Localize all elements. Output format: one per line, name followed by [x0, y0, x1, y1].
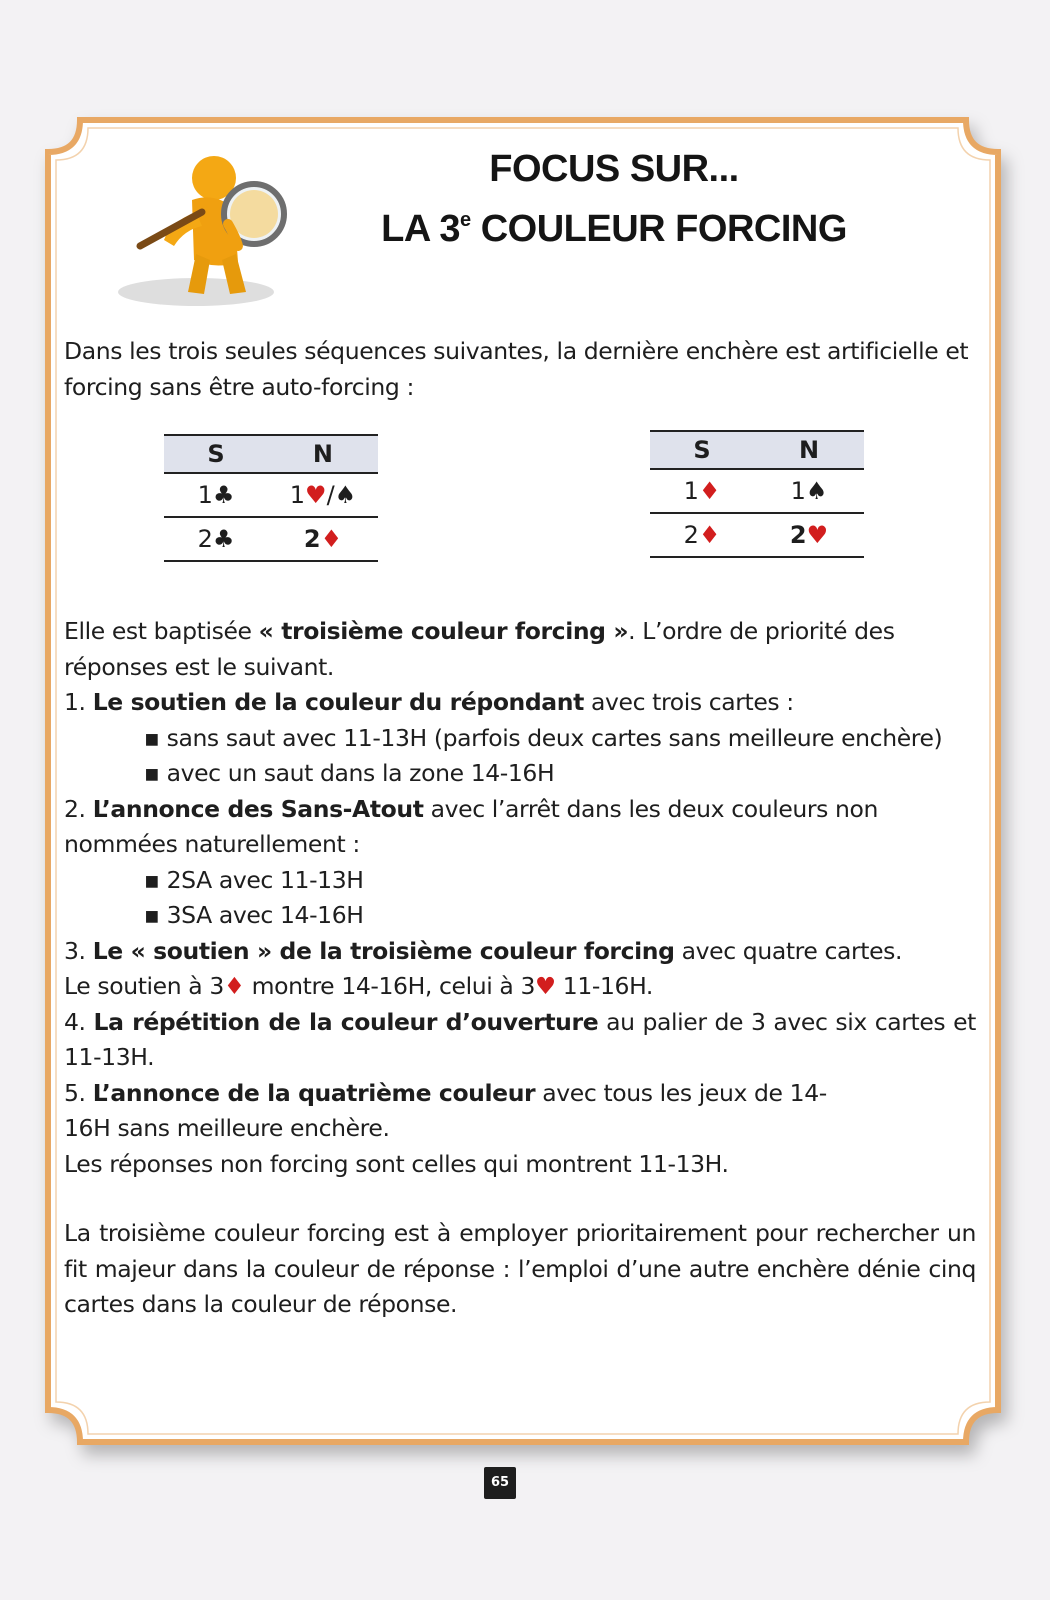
spade-icon: ♠ — [805, 477, 828, 505]
header-south: S — [164, 435, 268, 473]
bid-level: 1 — [790, 477, 806, 505]
bid-cell — [268, 517, 378, 561]
text-run: avec trois cartes : — [583, 688, 794, 716]
club-icon: ♣ — [212, 525, 235, 553]
bid-level: 1 — [683, 477, 699, 505]
item-number: 5. — [64, 1078, 93, 1107]
heart-icon: ♥ — [535, 972, 556, 1000]
diamond-icon: ♦ — [698, 477, 721, 505]
header-south: S — [650, 431, 754, 469]
diamond-icon: ♦ — [320, 525, 343, 553]
text-run: avec l’arrêt dans les deux couleurs non nommées naturellement : — [64, 794, 879, 858]
bid-level: 1 — [289, 481, 306, 509]
bid-cell — [754, 513, 864, 557]
heart-icon: ♥ — [806, 521, 829, 549]
table-row — [164, 517, 378, 561]
diamond-icon: ♦ — [223, 972, 245, 1000]
intro-text: Dans les trois seules séquences suivantes, la dernière enchère est artificielle et forcing sans être auto-forcing : — [64, 337, 969, 401]
bid-cell — [164, 517, 268, 561]
title-line-2 — [294, 195, 934, 255]
page-title — [294, 144, 934, 255]
header-north: N — [268, 435, 378, 473]
diamond-icon: ♦ — [698, 521, 721, 549]
bid-level: 2 — [303, 525, 321, 553]
title-part: LA 3 — [381, 208, 461, 250]
bid-cell — [650, 469, 754, 513]
bidding-table-right — [650, 430, 864, 558]
bullet-item: ▪ sans saut avec 11-13H (parfois deux cartes sans meilleure enchère) — [144, 723, 943, 752]
text-bold: Le soutien de la couleur du répondant — [92, 688, 584, 716]
nonforcing-text: Les réponses non forcing sont celles qui montrent 11-13H. — [64, 1149, 729, 1178]
bid-cell — [650, 513, 754, 557]
bid-cell — [164, 473, 268, 517]
title-part: COULEUR FORCING — [470, 208, 847, 250]
list-item-2 — [64, 792, 976, 863]
page-number: 65 — [484, 1467, 516, 1499]
item-number: 4. — [64, 1007, 94, 1036]
text-run: Le soutien à 3 — [64, 972, 224, 1000]
heart-icon: ♥ — [305, 481, 327, 509]
club-icon: ♣ — [212, 481, 235, 509]
bid-cell — [754, 469, 864, 513]
focus-content — [64, 140, 984, 1410]
paragraph-baptisee — [64, 614, 976, 685]
magnifier-mascot-icon — [104, 142, 304, 322]
table-row — [164, 473, 378, 517]
table-row — [650, 469, 864, 513]
title-line-1: FOCUS SUR... — [489, 148, 739, 190]
text-run: avec tous les jeux de 14-16H sans meilleure enchère. — [64, 1078, 827, 1142]
bullet-item: ▪ 3SA avec 14-16H — [144, 901, 364, 929]
bid-level: 2 — [683, 521, 699, 549]
text-bold: « troisième couleur forcing » — [258, 617, 629, 645]
spade-icon: ♠ — [334, 481, 357, 509]
bullet-item: ▪ 2SA avec 11-13H — [144, 865, 364, 894]
text-run: 11-16H. — [555, 972, 654, 1000]
text-bold: L’annonce de la quatrième couleur — [92, 1078, 536, 1107]
bidding-table-left — [164, 434, 378, 562]
list-item-1 — [64, 685, 976, 721]
item-number: 1. — [64, 688, 93, 716]
title-sup: e — [460, 209, 471, 231]
text-bold: La répétition de la couleur d’ouverture — [93, 1007, 599, 1036]
text-run: montre 14-16H, celui à 3 — [244, 972, 536, 1000]
text-run: . L’ordre de priorité des réponses est le suivant. — [64, 617, 895, 681]
table-row — [650, 513, 864, 557]
list-item-3 — [64, 934, 976, 970]
list-item-4 — [64, 1005, 976, 1076]
list-item-5 — [64, 1076, 864, 1147]
text-run: Elle est baptisée — [64, 617, 259, 645]
list-item-3-detail — [64, 969, 976, 1005]
text-run: au palier de 3 avec six cartes et 11-13H. — [64, 1007, 976, 1071]
bid-level: 1 — [197, 481, 213, 509]
bullet-item: ▪ avec un saut dans la zone 14-16H — [144, 759, 555, 787]
header-north: N — [754, 431, 864, 469]
bid-level: 2 — [789, 521, 807, 549]
bid-level: 2 — [197, 525, 213, 553]
text-run: avec quatre cartes. — [674, 936, 903, 965]
text-bold: Le « soutien » de la troisième couleur forcing — [92, 936, 675, 965]
bid-separator: / — [326, 481, 335, 509]
bid-cell — [268, 473, 378, 517]
text-bold: L’annonce des Sans-Atout — [92, 794, 424, 823]
item-number: 3. — [64, 936, 93, 965]
main-text — [64, 614, 976, 1323]
item-number: 2. — [64, 794, 93, 823]
conclusion-paragraph: La troisième couleur forcing est à employer prioritairement pour rechercher un fit majeur dans la couleur de réponse : l’emploi d’une autre enchère dénie cinq cartes dans la couleur de réponse. — [64, 1219, 976, 1318]
